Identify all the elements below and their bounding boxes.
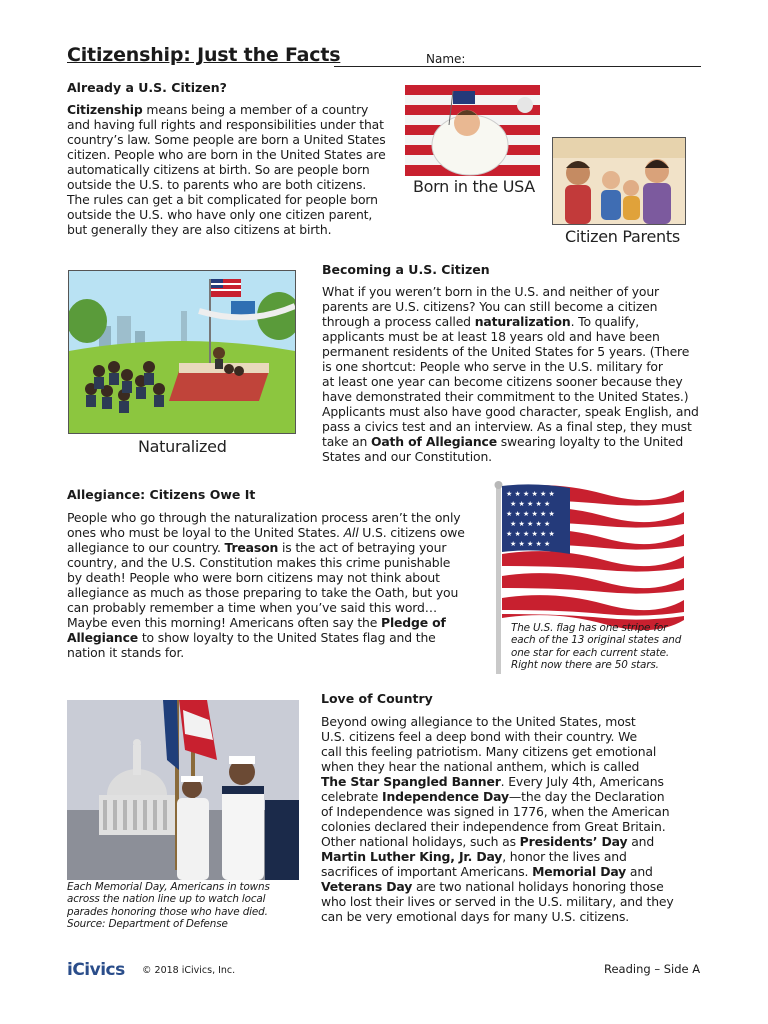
caption-us-flag	[511, 622, 691, 672]
text-line: who lost their lives or served in the U.S. military, and they	[321, 894, 674, 909]
text-line: The Star Spangled Banner. Every July 4th, Americans	[321, 774, 664, 789]
text-line: Beyond owing allegiance to the United States, most	[321, 714, 636, 729]
copyright-text: © 2018 iCivics, Inc.	[142, 965, 236, 976]
text-line: at least one year can become citizens sooner because they	[322, 374, 683, 389]
text-line: ones who must be loyal to the United States. All U.S. citizens owe	[67, 525, 465, 540]
text-line: can be very emotional days for many U.S. citizens.	[321, 909, 630, 924]
caption-citizen-parents: Citizen Parents	[565, 227, 680, 246]
text-line: by death! People who were born citizens may not think about	[67, 570, 440, 585]
text-line: parents are U.S. citizens? You can still become a citizen	[322, 299, 658, 314]
text-line: but generally they are also citizens at birth.	[67, 222, 332, 237]
text-line: allegiance to our country. Treason is the act of betraying your	[67, 540, 447, 555]
paragraph-allegiance	[67, 510, 477, 660]
text-line: Applicants must also have good character, speak English, and	[322, 404, 699, 419]
text-line: and having full rights and responsibilities under that	[67, 117, 384, 132]
text-line: take an Oath of Allegiance swearing loyalty to the United	[322, 434, 684, 449]
svg-text:★ ★ ★ ★ ★ ★: ★ ★ ★ ★ ★ ★	[506, 490, 555, 498]
heading-already-citizen: Already a U.S. Citizen?	[67, 80, 227, 95]
caption-memorial-day	[67, 881, 302, 931]
svg-text:★ ★ ★ ★ ★ ★: ★ ★ ★ ★ ★ ★	[506, 530, 555, 538]
text-line: is one shortcut: People who serve in the U.S. military for	[322, 359, 663, 374]
heading-becoming-citizen: Becoming a U.S. Citizen	[322, 262, 490, 277]
text-line: citizen. People who are born in the United States are	[67, 147, 386, 162]
paragraph-love-of-country	[321, 714, 706, 924]
page-indicator: Reading – Side A	[604, 962, 701, 976]
text-line: The U.S. flag has one stripe for	[511, 622, 668, 634]
text-line: outside the U.S. to parents who are both citizens.	[67, 177, 367, 192]
text-line: Veterans Day are two national holidays honoring those	[321, 879, 664, 894]
paragraph-already-citizen	[67, 102, 397, 237]
text-line: call this feeling patriotism. Many citizens get emotional	[321, 744, 657, 759]
text-line: colonies declared their independence from Great Britain.	[321, 819, 666, 834]
text-line: permanent residents of the United States for 5 years. (There	[322, 344, 690, 359]
text-line: automatically citizens at birth. So are people born	[67, 162, 370, 177]
paragraph-becoming-citizen	[322, 284, 704, 464]
text-line: Source: Department of Defense	[67, 918, 228, 931]
text-line: Martin Luther King, Jr. Day, honor the lives and	[321, 849, 627, 864]
svg-text:★ ★ ★ ★ ★: ★ ★ ★ ★ ★	[510, 520, 551, 528]
text-line: have demonstrated their commitment to the United States.)	[322, 389, 689, 404]
text-line: outside the U.S. who have only one citizen parent,	[67, 207, 373, 222]
text-line: People who go through the naturalization process aren’t the only	[67, 510, 461, 525]
born-in-usa-image	[405, 85, 540, 176]
heading-love-of-country: Love of Country	[321, 691, 433, 706]
text-line: Allegiance to show loyalty to the United States flag and the	[67, 630, 436, 645]
svg-text:★ ★ ★ ★ ★ ★: ★ ★ ★ ★ ★ ★	[506, 510, 555, 518]
icivics-logo: iCivics	[67, 960, 125, 980]
text-line: The rules can get a bit complicated for people born	[67, 192, 378, 207]
caption-naturalized: Naturalized	[138, 437, 227, 456]
text-line: applicants must be at least 18 years old and have been	[322, 329, 660, 344]
page-title: Citizenship: Just the Facts	[67, 44, 341, 66]
text-line: Maybe even this morning! Americans often say the Pledge of	[67, 615, 446, 630]
text-line: Each Memorial Day, Americans in towns	[67, 881, 270, 893]
name-line	[334, 66, 701, 67]
text-line: country’s law. Some people are born a United States	[67, 132, 386, 147]
name-label: Name:	[426, 52, 466, 66]
text-line: parades honoring those who have died.	[67, 905, 268, 918]
svg-text:★ ★ ★ ★ ★: ★ ★ ★ ★ ★	[510, 500, 551, 508]
text-line: country, and the U.S. Constitution makes this crime punishable	[67, 555, 451, 570]
svg-text:★ ★ ★ ★ ★: ★ ★ ★ ★ ★	[510, 540, 551, 548]
text-line: pass a civics test and an interview. As a final step, they must	[322, 419, 692, 434]
text-line: through a process called naturalization. To qualify,	[322, 314, 640, 329]
text-line: one star for each current state.	[511, 646, 670, 659]
text-line: Right now there are 50 stars.	[511, 659, 659, 672]
text-line: across the nation line up to watch local	[67, 893, 266, 906]
caption-born-in-usa: Born in the USA	[413, 177, 535, 196]
text-line: States and our Constitution.	[322, 449, 492, 464]
text-line: when they hear the national anthem, which is called	[321, 759, 640, 774]
naturalized-ceremony-image	[68, 270, 296, 434]
text-line: celebrate Independence Day—the day the Declaration	[321, 789, 665, 804]
text-line: Other national holidays, such as Presidents’ Day and	[321, 834, 655, 849]
text-line: What if you weren’t born in the U.S. and neither of your	[322, 284, 659, 299]
text-line: Citizenship means being a member of a country	[67, 102, 369, 117]
text-line: can probably remember a time when you’ve said this word…	[67, 600, 437, 615]
text-line: each of the 13 original states and	[511, 634, 682, 647]
text-line: sacrifices of important Americans. Memorial Day and	[321, 864, 653, 879]
text-line: of Independence was signed in 1776, when the American	[321, 804, 670, 819]
text-line: allegiance as much as those preparing to take the Oath, but you	[67, 585, 459, 600]
heading-allegiance: Allegiance: Citizens Owe It	[67, 487, 256, 502]
citizen-parents-image	[552, 137, 686, 225]
text-line: U.S. citizens feel a deep bond with their country. We	[321, 729, 637, 744]
memorial-day-parade-image	[67, 700, 299, 880]
text-line: nation it stands for.	[67, 645, 185, 660]
